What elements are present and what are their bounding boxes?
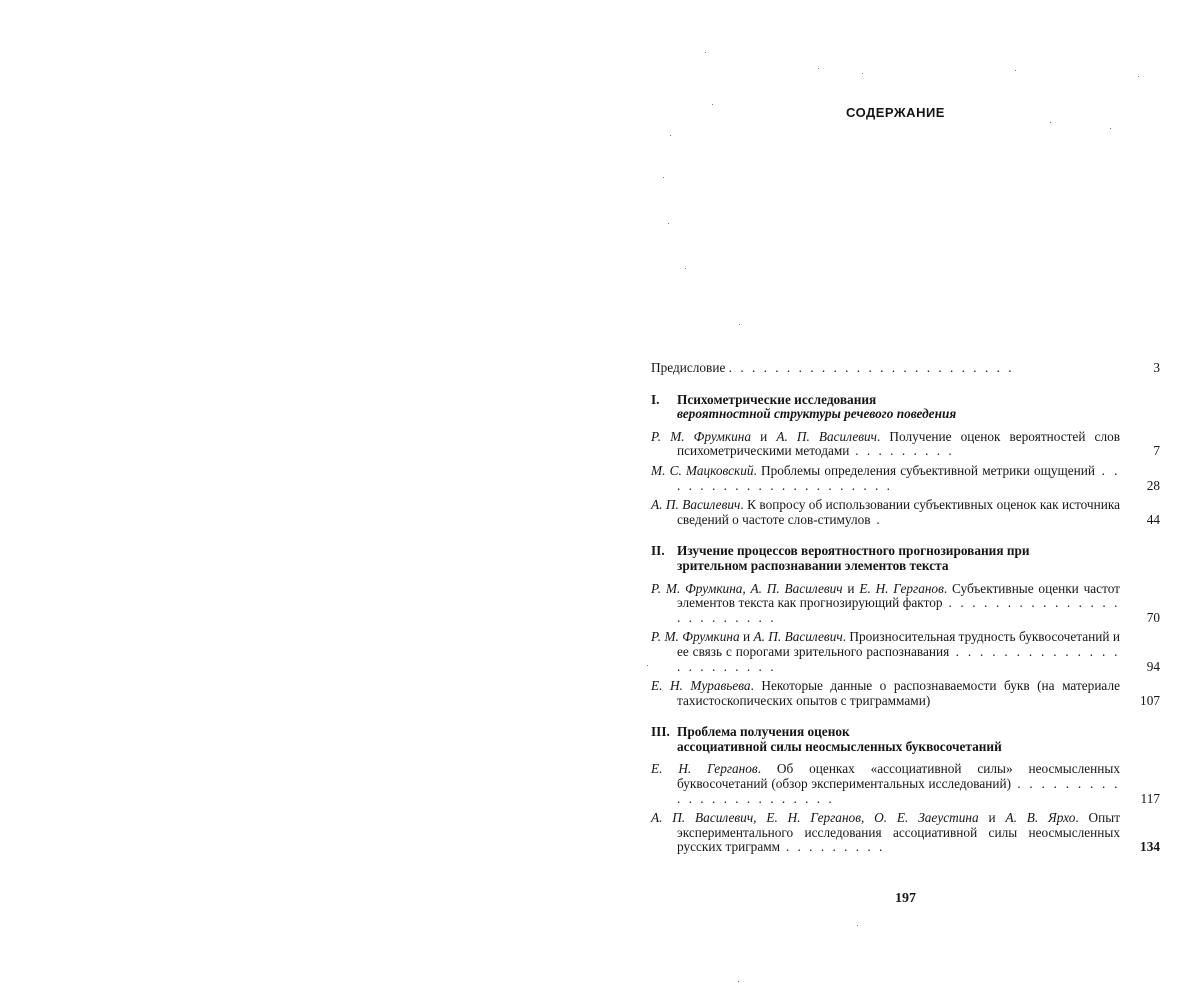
entry-dots: . . . . . . . . . <box>780 839 885 855</box>
entry-joiner: и <box>739 629 754 645</box>
scan-speck <box>647 665 648 666</box>
scan-speck <box>1050 122 1051 123</box>
entry-author: А. П. Василевич <box>651 497 741 513</box>
entry-dots: . . . . . . . . . . . . . . . . . . . . . <box>677 462 1120 493</box>
toc-entry <box>651 430 1160 459</box>
entry-page: 70 <box>1146 609 1160 625</box>
section-number: III. <box>651 724 670 740</box>
entry-dots: . . . . . . . . . . . . . . . . . . . . . . . <box>677 643 1121 674</box>
toc-entry <box>651 679 1160 708</box>
entry-author: А. П. Василевич, Е. Н. Герганов, О. Е. Заеустина <box>651 810 979 826</box>
scan-speck <box>663 177 664 178</box>
section-number: I. <box>651 391 660 407</box>
scan-speck <box>670 135 671 136</box>
toc-entry-preface <box>651 361 1160 376</box>
section-number: II. <box>651 543 665 559</box>
scan-speck <box>739 324 740 325</box>
entry-author-2: А. П. Василевич <box>753 629 843 645</box>
entry-page: 134 <box>1140 839 1160 855</box>
entry-dots: . . . . . . . . . . . . . . . . . . . . . . . . <box>677 595 1120 625</box>
scan-speck <box>685 268 686 269</box>
entry-dots: . <box>870 511 883 527</box>
toc-entry-dots: . . . . . . . . . . . . . . . . . . . . . . . . . <box>728 360 1015 375</box>
scan-speck <box>705 52 706 53</box>
section-subtitle: ассоциативной силы неосмысленных буквосочетаний <box>677 738 1002 754</box>
toc-entry <box>651 811 1160 855</box>
toc-entry-title: Предисловие <box>651 360 726 375</box>
entry-dots: . . . . . . . . . <box>849 443 955 459</box>
entry-joiner: и <box>751 428 777 444</box>
entry-dots: . . . . . . . . . . . . . . . . . . . . . . . <box>677 776 1120 806</box>
table-of-contents <box>651 361 1160 860</box>
entry-page: 94 <box>1146 658 1160 674</box>
section-subtitle: вероятностной структуры речевого поведения <box>677 406 957 422</box>
toc-entry <box>651 498 1160 527</box>
toc-section-2 <box>651 544 1160 573</box>
section-subtitle: зрительном распознавании элементов текста <box>677 557 949 573</box>
entry-title: . Некоторые данные о распознаваемости букв (на материале тахистоскопических опытов с триграммами) <box>677 678 1120 708</box>
toc-section-1 <box>651 393 1160 422</box>
scan-speck <box>1138 76 1139 77</box>
section-title: Изучение процессов вероятностного прогнозирования при <box>677 543 1030 559</box>
toc-entry-page: 3 <box>1153 360 1160 375</box>
scan-speck <box>712 104 713 105</box>
entry-title: . К вопросу об использовании субъективных оценок как источника сведений о частоте слов-стимулов <box>677 497 1120 527</box>
scan-speck <box>1015 70 1016 71</box>
entry-author-2: А. П. Василевич <box>776 428 877 444</box>
entry-title: . Получение оценок вероятностей слов психометрическими методами <box>677 428 1121 459</box>
page-title: СОДЕРЖАНИЕ <box>846 105 945 120</box>
scan-speck <box>1110 128 1111 129</box>
section-title: Психометрические исследования <box>677 391 877 407</box>
entry-page: 44 <box>1146 511 1160 527</box>
entry-page: 7 <box>1153 443 1160 459</box>
entry-page: 107 <box>1140 692 1160 708</box>
scan-speck <box>738 981 739 982</box>
entry-author-2: А. В. Ярхо <box>1005 810 1076 826</box>
toc-section-3 <box>651 725 1160 754</box>
scan-speck <box>862 73 863 74</box>
toc-entry <box>651 630 1160 674</box>
toc-entry <box>651 464 1160 493</box>
entry-author: Е. Н. Муравьева <box>651 678 751 694</box>
entry-page: 117 <box>1140 790 1160 806</box>
toc-entry <box>651 582 1160 626</box>
entry-page: 28 <box>1146 477 1160 493</box>
entry-joiner: и <box>978 810 1006 826</box>
entry-author: Р. М. Фрумкина <box>651 428 752 444</box>
entry-title: . Субъективные оценки частот элементов текста как прогнозирующий фактор <box>677 580 1120 611</box>
entry-title: . Об оценках «ассоциативной силы» неосмысленных буквосочетаний (обзор экспериментальных исследований) <box>677 761 1120 792</box>
entry-author: Р. М. Фрумкина <box>651 629 740 645</box>
toc-entry <box>651 762 1160 806</box>
scan-speck <box>857 925 858 926</box>
section-title: Проблема получения оценок <box>677 724 850 740</box>
entry-title: . Произносительная трудность буквосочетаний и ее связь с порогами зрительного распознавания <box>677 629 1120 659</box>
page-number: 197 <box>895 891 916 906</box>
entry-author-2: Е. Н. Герганов <box>859 580 944 596</box>
scan-speck <box>668 223 669 224</box>
entry-title: . Опыт экспериментального исследования ассоциативной силы неосмысленных русских триграмм <box>677 810 1121 855</box>
entry-author: Е. Н. Герганов <box>651 761 758 777</box>
entry-title: . Проблемы определения субъективной метрики ощущений <box>753 462 1096 478</box>
entry-author: М. С. Мацковский <box>651 462 754 478</box>
entry-joiner: и <box>842 580 860 596</box>
scan-speck <box>818 68 819 69</box>
entry-author: Р. М. Фрумкина, А. П. Василевич <box>651 580 843 596</box>
